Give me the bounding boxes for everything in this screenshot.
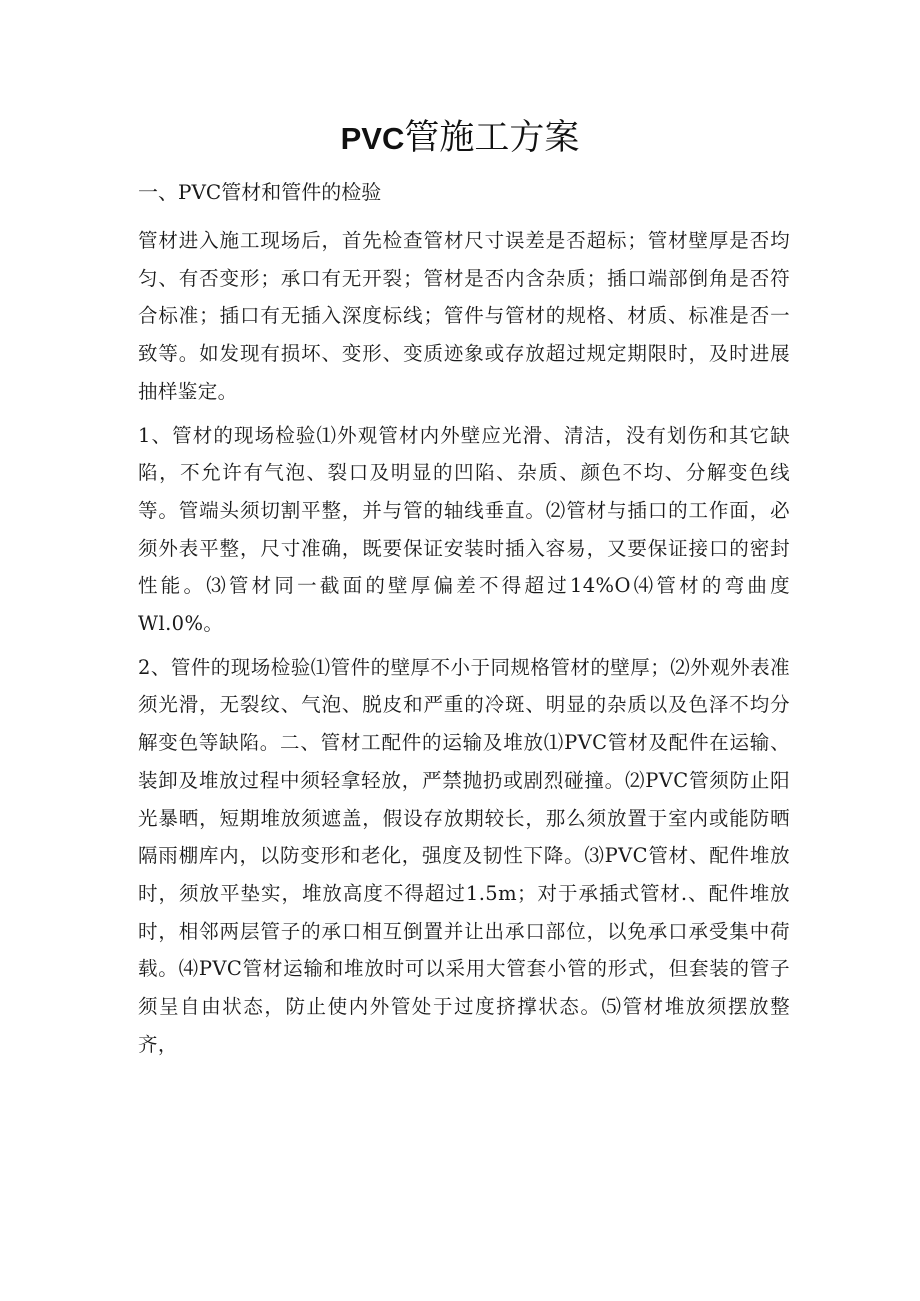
paragraph-fitting-site-inspection: 2、管件的现场检验⑴管件的壁厚不小于同规格管材的壁厚；⑵外观外表准须光滑，无裂纹、气泡、脱皮和严重的冷斑、明显的杂质以及色泽不均分解变色等缺陷。二、管材工配件的运输及堆放⑴PVC管材及配件在运输、装卸及堆放过程中须轻拿轻放，严禁抛扔或剧烈碰撞。⑵PVC管须防止阳光暴晒，短期堆放须遮盖，假设存放期较长，那么须放置于室内或能防晒隔雨棚库内，以防变形和老化，强度及韧性下降。⑶PVC管材、配件堆放时，须放平垫实，堆放高度不得超过1.5m；对于承插式管材.、配件堆放时，相邻两层管子的承口相互倒置并让出承口部位，以免承口承受集中荷载。⑷PVC管材运输和堆放时可以采用大管套小管的形式，但套装的管子须呈自由状态，防止使内外管处于过度挤撑状态。⑸管材堆放须摆放整齐， <box>138 655 790 1056</box>
title-cjk-part: 管施工方案 <box>404 118 580 158</box>
paragraph-material-inspection: 管材进入施工现场后，首先检查管材尺寸误差是否超标；管材壁厚是否均匀、有否变形；承口有无开裂；管材是否内含杂质；插口端部倒角是否符合标准；插口有无插入深度标线；管件与管材的规格、材质、标准是否一致等。如发现有损坏、变形、变质迹象或存放超过规定期限时，及时进展抽样鉴定。 <box>138 229 790 403</box>
paragraph-pipe-site-inspection: 1、管材的现场检验⑴外观管材内外壁应光滑、清洁，没有划伤和其它缺陷，不允许有气泡、裂口及明显的凹陷、杂质、颜色不均、分解变色线等。管端头须切割平整，并与管的轴线垂直。⑵管材与插口的工作面，必须外表平整，尺寸准确，既要保证安装时插入容易，又要保证接口的密封性能。⑶管材同一截面的壁厚偏差不得超过14%O⑷管材的弯曲度Wl.0%。 <box>138 423 790 636</box>
title-latin-part: PVC <box>340 121 405 156</box>
document-body <box>138 222 790 1069</box>
section-heading: 一、PVC管材和管件的检验 <box>138 180 382 204</box>
document-title <box>0 112 920 165</box>
